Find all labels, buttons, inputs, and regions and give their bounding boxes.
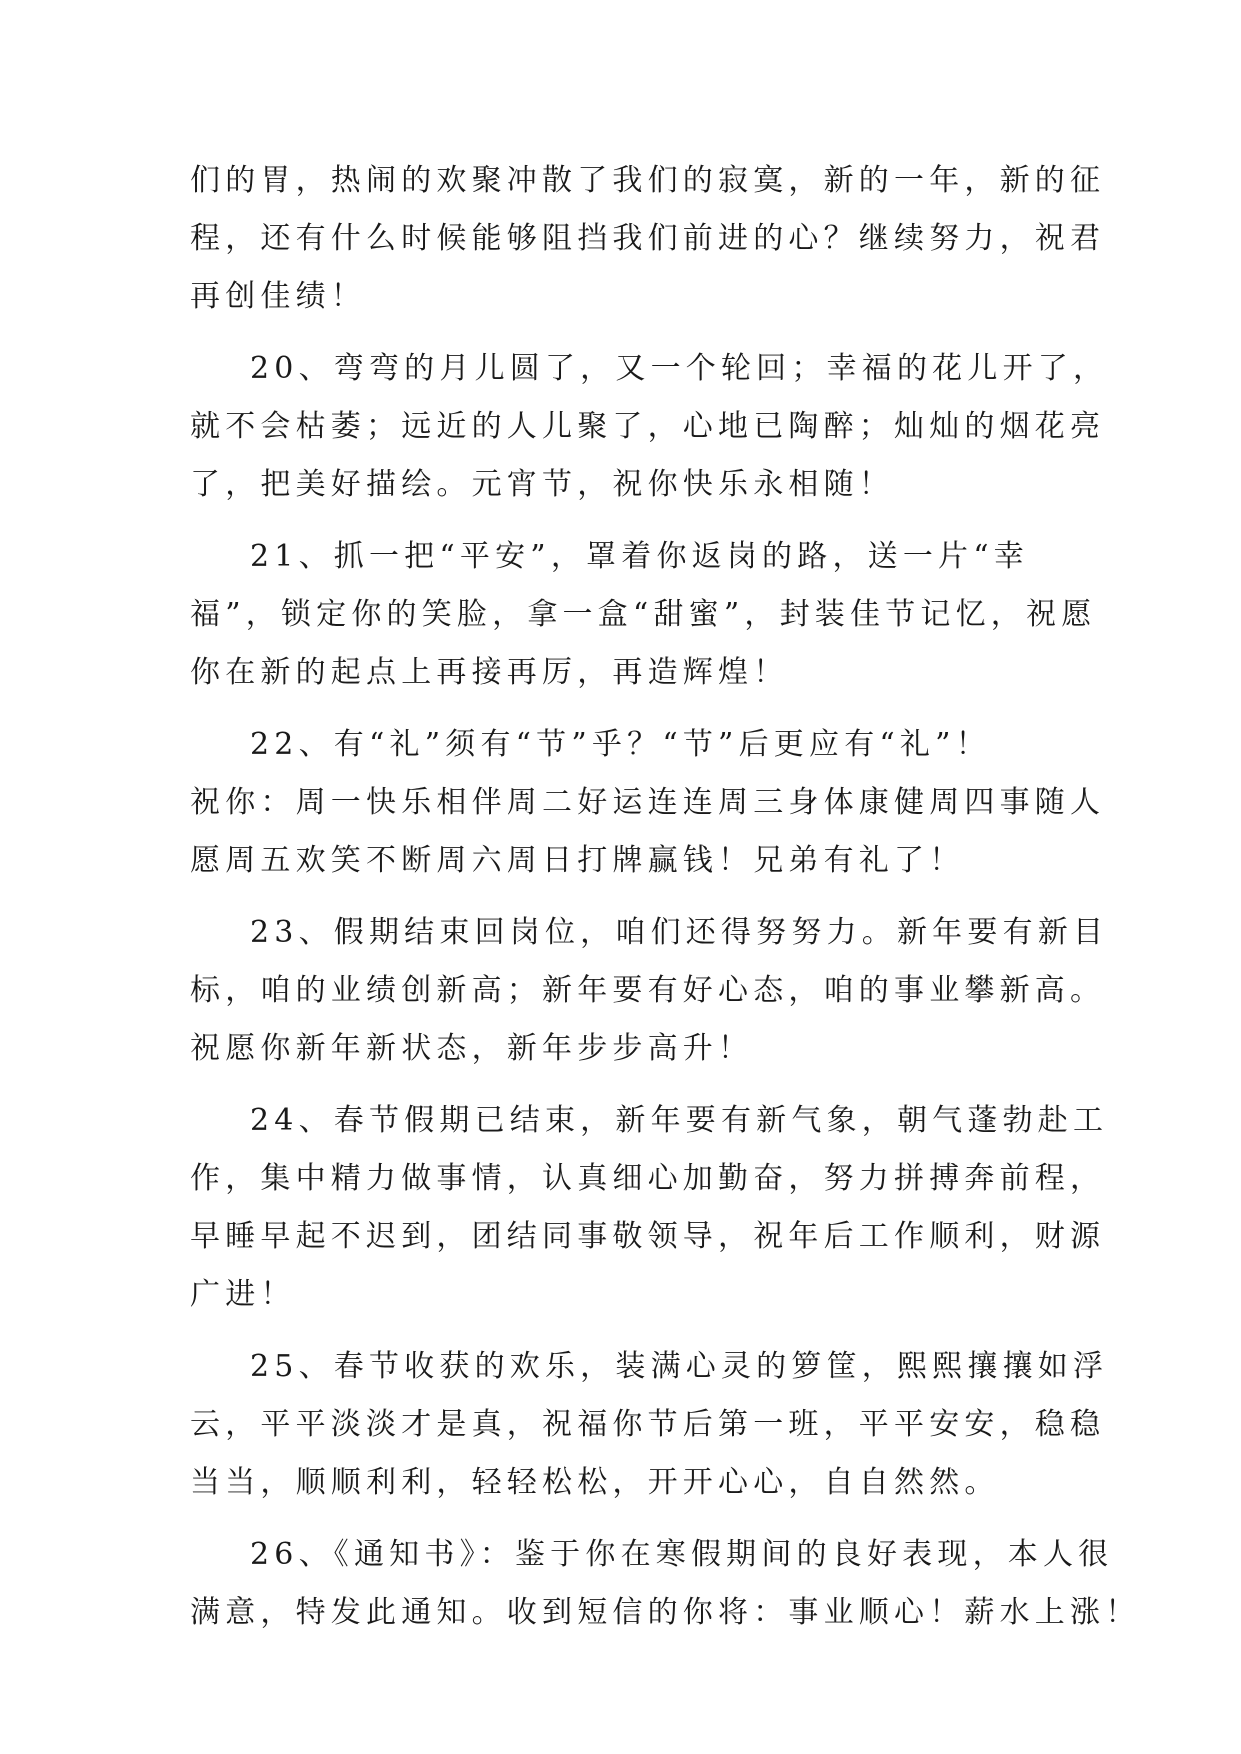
paragraph-24: [190, 1092, 1109, 1324]
text-line: 25、春节收获的欢乐，装满心灵的箩筐，熙熙攘攘如浮: [250, 1349, 1109, 1384]
paragraph-26: [190, 1526, 1141, 1642]
paragraph-23: [190, 904, 1109, 1078]
text-line: 云，平平淡淡才是真，祝福你节后第一班，平平安安，稳稳: [190, 1407, 1106, 1442]
paragraph-22: [190, 716, 1106, 890]
text-line: 们的胃，热闹的欢聚冲散了我们的寂寞，新的一年，新的征: [190, 163, 1106, 198]
text-line: 早睡早起不迟到，团结同事敬领导，祝年后工作顺利，财源: [190, 1219, 1106, 1254]
text-line: 再创佳绩！: [190, 279, 366, 314]
text-line: 程，还有什么时候能够阻挡我们前进的心？继续努力，祝君: [190, 221, 1106, 256]
text-line: 了，把美好描绘。元宵节，祝你快乐永相随！: [190, 467, 894, 502]
paragraph-19-continued: [190, 152, 1106, 326]
text-line: 满意，特发此通知。收到短信的你将：事业顺心！薪水上涨！: [190, 1595, 1141, 1630]
text-line: 愿周五欢笑不断周六周日打牌赢钱！兄弟有礼了！: [190, 843, 965, 878]
text-line: 22、有“礼”须有“节”乎？“节”后更应有“礼”！: [250, 727, 991, 762]
text-line: 祝你：周一快乐相伴周二好运连连周三身体康健周四事随人: [190, 785, 1106, 820]
paragraph-20: [190, 340, 1109, 514]
text-line: 23、假期结束回岗位，咱们还得努努力。新年要有新目: [250, 915, 1109, 950]
text-line: 作，集中精力做事情，认真细心加勤奋，努力拼搏奔前程，: [190, 1161, 1106, 1196]
paragraph-21: [190, 528, 1097, 702]
text-line: 祝愿你新年新状态，新年步步高升！: [190, 1031, 754, 1066]
document-body: [190, 152, 1141, 1642]
paragraph-25: [190, 1338, 1109, 1512]
text-line: 广进！: [190, 1277, 296, 1312]
text-line: 24、春节假期已结束，新年要有新气象，朝气蓬勃赴工: [250, 1103, 1109, 1138]
text-line: 标，咱的业绩创新高；新年要有好心态，咱的事业攀新高。: [190, 973, 1106, 1008]
text-line: 26、《通知书》：鉴于你在寒假期间的良好表现，本人很: [250, 1537, 1114, 1572]
text-line: 就不会枯萎；远近的人儿聚了，心地已陶醉；灿灿的烟花亮: [190, 409, 1106, 444]
text-line: 当当，顺顺利利，轻轻松松，开开心心，自自然然。: [190, 1465, 1000, 1500]
text-line: 福”，锁定你的笑脸，拿一盒“甜蜜”，封装佳节记忆，祝愿: [190, 597, 1097, 632]
text-line: 20、弯弯的月儿圆了，又一个轮回；幸福的花儿开了，: [250, 351, 1109, 386]
text-line: 你在新的起点上再接再厉，再造辉煌！: [190, 655, 789, 690]
text-line: 21、抓一把“平安”，罩着你返岗的路，送一片“幸: [250, 539, 1029, 574]
